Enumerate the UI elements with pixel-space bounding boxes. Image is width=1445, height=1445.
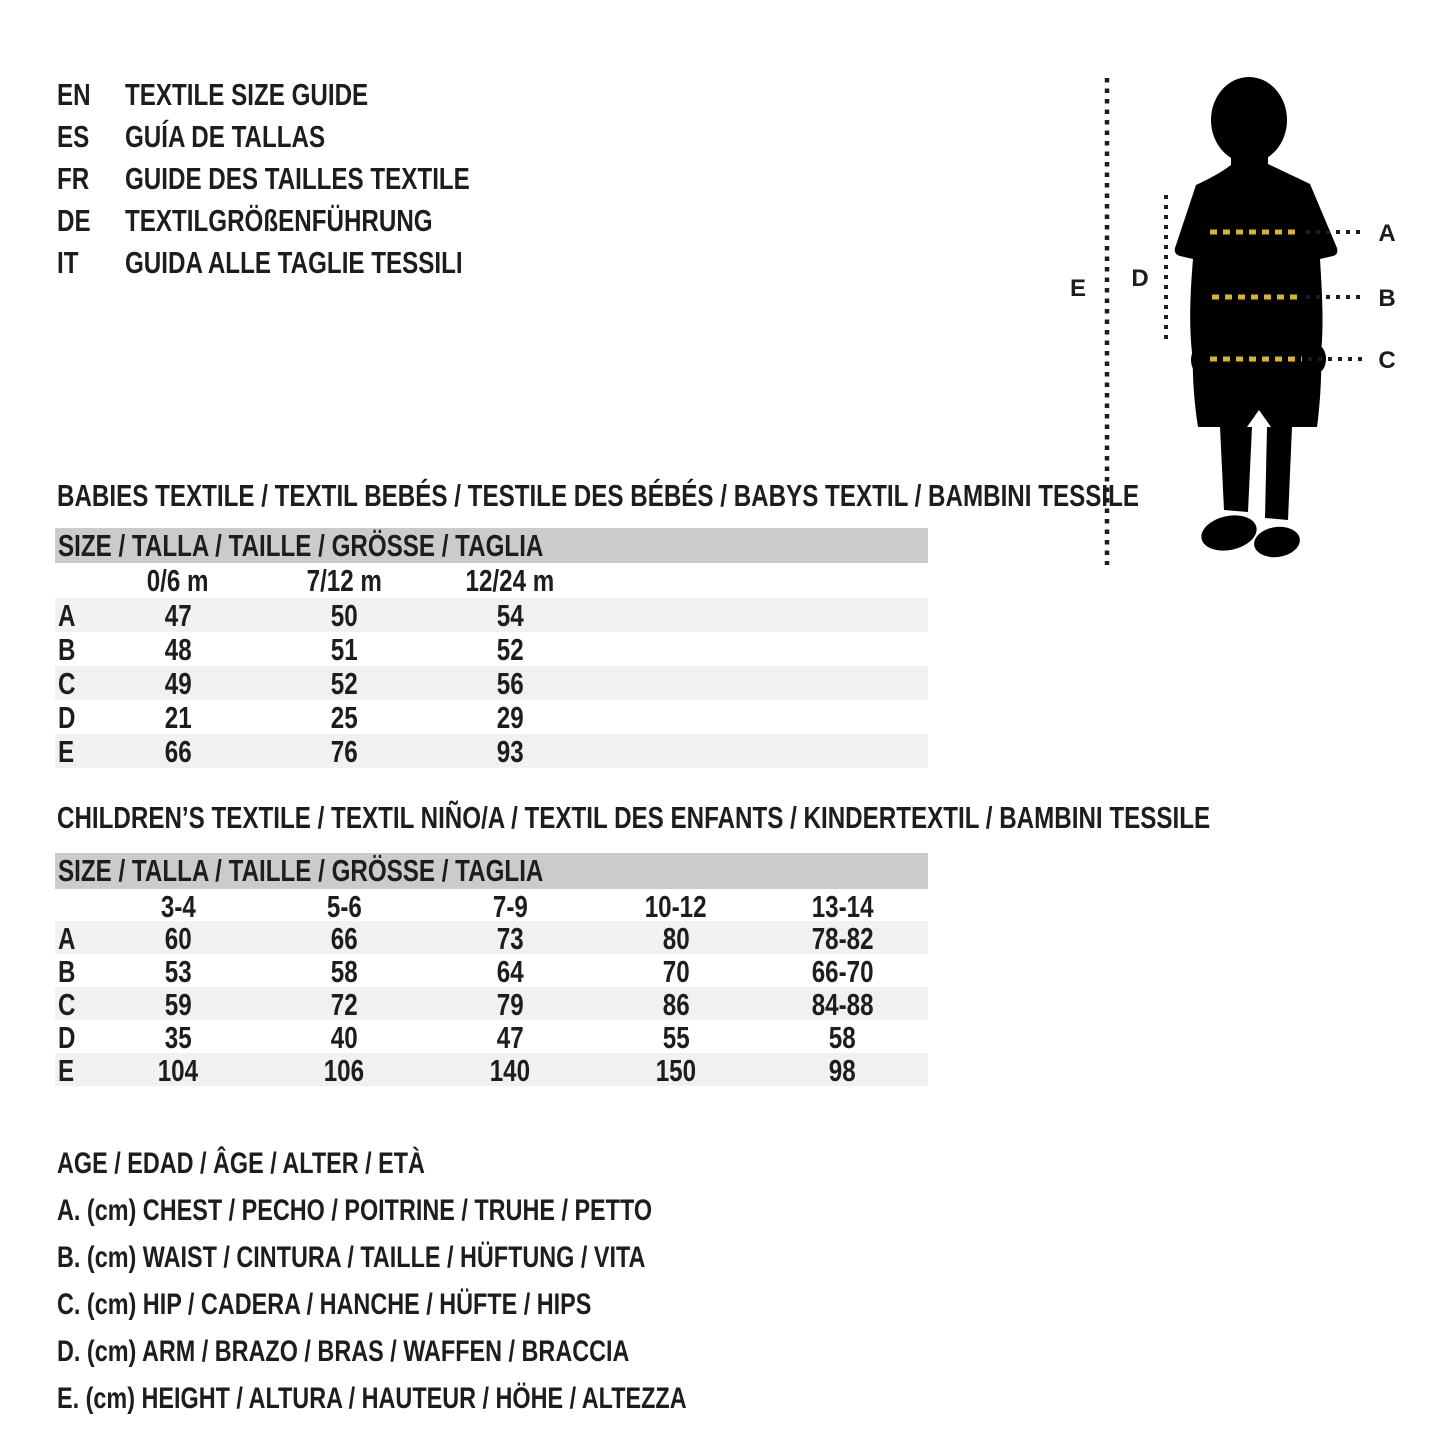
table-row <box>55 954 928 987</box>
size-value: 48 <box>164 632 192 667</box>
language-title: GUÍA DE TALLAS <box>125 119 326 154</box>
column-header-row <box>55 563 928 598</box>
size-value: 59 <box>164 987 192 1022</box>
table-row <box>55 1053 928 1086</box>
size-value: 72 <box>330 987 358 1022</box>
table-row <box>55 987 928 1020</box>
children-section-heading: CHILDREN’S TEXTILE / TEXTIL NIÑO/A / TEXTIL DES ENFANTS / KINDERTEXTIL / BAMBINI TESSILE <box>57 800 1211 835</box>
size-value: 84-88 <box>811 987 874 1022</box>
legend-line-age: AGE / EDAD / ÂGE / ALTER / ETÀ <box>57 1147 425 1180</box>
size-value: 47 <box>164 598 192 633</box>
size-value: 21 <box>164 700 192 735</box>
size-value: 40 <box>330 1020 358 1055</box>
size-value: 73 <box>496 921 524 956</box>
table-row <box>55 666 928 700</box>
row-label: A <box>58 598 76 633</box>
row-label: E <box>58 734 75 769</box>
table-row <box>55 700 928 734</box>
table-row <box>55 598 928 632</box>
size-value: 66-70 <box>811 954 874 989</box>
figure-label-e: E <box>1069 275 1087 302</box>
size-value: 25 <box>330 700 358 735</box>
figure-label-c: C <box>1378 347 1396 374</box>
size-value: 66 <box>164 734 192 769</box>
size-value: 52 <box>330 666 358 701</box>
legend-line-height: E. (cm) HEIGHT / ALTURA / HAUTEUR / HÖHE / ALTEZZA <box>57 1382 687 1415</box>
size-value: 52 <box>496 632 524 667</box>
language-item-fr <box>57 158 567 200</box>
row-label: E <box>58 1053 75 1088</box>
row-label: D <box>58 1020 76 1055</box>
figure-label-b: B <box>1378 285 1396 312</box>
language-title: GUIDA ALLE TAGLIE TESSILI <box>125 245 463 280</box>
language-item-en <box>57 74 567 116</box>
size-value: 93 <box>496 734 524 769</box>
measurement-figure <box>1040 60 1445 600</box>
table-row <box>55 734 928 768</box>
size-value: 106 <box>323 1053 365 1088</box>
size-header-bar: SIZE / TALLA / TAILLE / GRÖSSE / TAGLIA <box>55 853 928 889</box>
language-code: IT <box>57 245 79 280</box>
table-row <box>55 921 928 954</box>
measurement-legend <box>57 1140 864 1422</box>
children-size-table <box>55 853 928 1086</box>
row-label: B <box>58 632 76 667</box>
size-value: 54 <box>496 598 524 633</box>
row-label: A <box>58 921 76 956</box>
size-value: 53 <box>164 954 192 989</box>
size-value: 58 <box>829 1020 856 1055</box>
legend-line-arm: D. (cm) ARM / BRAZO / BRAS / WAFFEN / BRACCIA <box>57 1335 630 1368</box>
language-item-de <box>57 200 567 242</box>
column-header: 0/6 m <box>147 563 209 598</box>
table-row <box>55 632 928 666</box>
column-header-row <box>55 889 928 924</box>
column-header: 7-9 <box>492 889 528 924</box>
language-item-it <box>57 242 567 284</box>
babies-section-heading: BABIES TEXTILE / TEXTIL BEBÉS / TESTILE DES BÉBÉS / BABYS TEXTIL / BAMBINI TESSILE <box>57 478 1139 513</box>
language-code: ES <box>57 119 90 154</box>
column-header: 5-6 <box>326 889 362 924</box>
size-value: 64 <box>496 954 524 989</box>
language-title: TEXTILE SIZE GUIDE <box>125 77 369 112</box>
figure-label-d: D <box>1131 265 1149 292</box>
figure-label-a: A <box>1378 220 1396 247</box>
language-item-es <box>57 116 567 158</box>
size-value: 58 <box>330 954 358 989</box>
table-row <box>55 1020 928 1053</box>
size-value: 29 <box>496 700 524 735</box>
column-header: 13-14 <box>811 889 874 924</box>
row-label: B <box>58 954 76 989</box>
row-label: C <box>58 987 76 1022</box>
language-list <box>57 74 567 284</box>
babies-size-table <box>55 528 928 768</box>
size-value: 49 <box>164 666 192 701</box>
row-label: D <box>58 700 76 735</box>
column-header: 10-12 <box>645 889 707 924</box>
legend-line-hip: C. (cm) HIP / CADERA / HANCHE / HÜFTE / HIPS <box>57 1288 592 1321</box>
column-header: 7/12 m <box>306 563 382 598</box>
column-header: 3-4 <box>160 889 196 924</box>
size-value: 79 <box>496 987 524 1022</box>
language-title: TEXTILGRÖßENFÜHRUNG <box>125 203 433 238</box>
size-value: 55 <box>662 1020 690 1055</box>
size-value: 70 <box>662 954 690 989</box>
language-code: DE <box>57 203 91 238</box>
language-title: GUIDE DES TAILLES TEXTILE <box>125 161 470 196</box>
size-value: 35 <box>164 1020 192 1055</box>
size-value: 60 <box>164 921 192 956</box>
size-value: 51 <box>330 632 358 667</box>
size-value: 50 <box>330 598 358 633</box>
size-value: 76 <box>330 734 358 769</box>
size-value: 78-82 <box>811 921 874 956</box>
size-value: 86 <box>662 987 690 1022</box>
size-value: 80 <box>662 921 690 956</box>
row-label: C <box>58 666 76 701</box>
size-header-bar: SIZE / TALLA / TAILLE / GRÖSSE / TAGLIA <box>55 528 928 563</box>
legend-line-waist: B. (cm) WAIST / CINTURA / TAILLE / HÜFTUNG / VITA <box>57 1241 646 1274</box>
size-value: 140 <box>489 1053 531 1088</box>
language-code: FR <box>57 161 90 196</box>
column-header: 12/24 m <box>465 563 555 598</box>
size-value: 104 <box>157 1053 199 1088</box>
size-value: 56 <box>496 666 524 701</box>
size-value: 47 <box>496 1020 524 1055</box>
legend-line-chest: A. (cm) CHEST / PECHO / POITRINE / TRUHE / PETTO <box>57 1194 653 1227</box>
language-code: EN <box>57 77 91 112</box>
size-value: 150 <box>655 1053 697 1088</box>
size-value: 98 <box>829 1053 856 1088</box>
size-value: 66 <box>330 921 358 956</box>
